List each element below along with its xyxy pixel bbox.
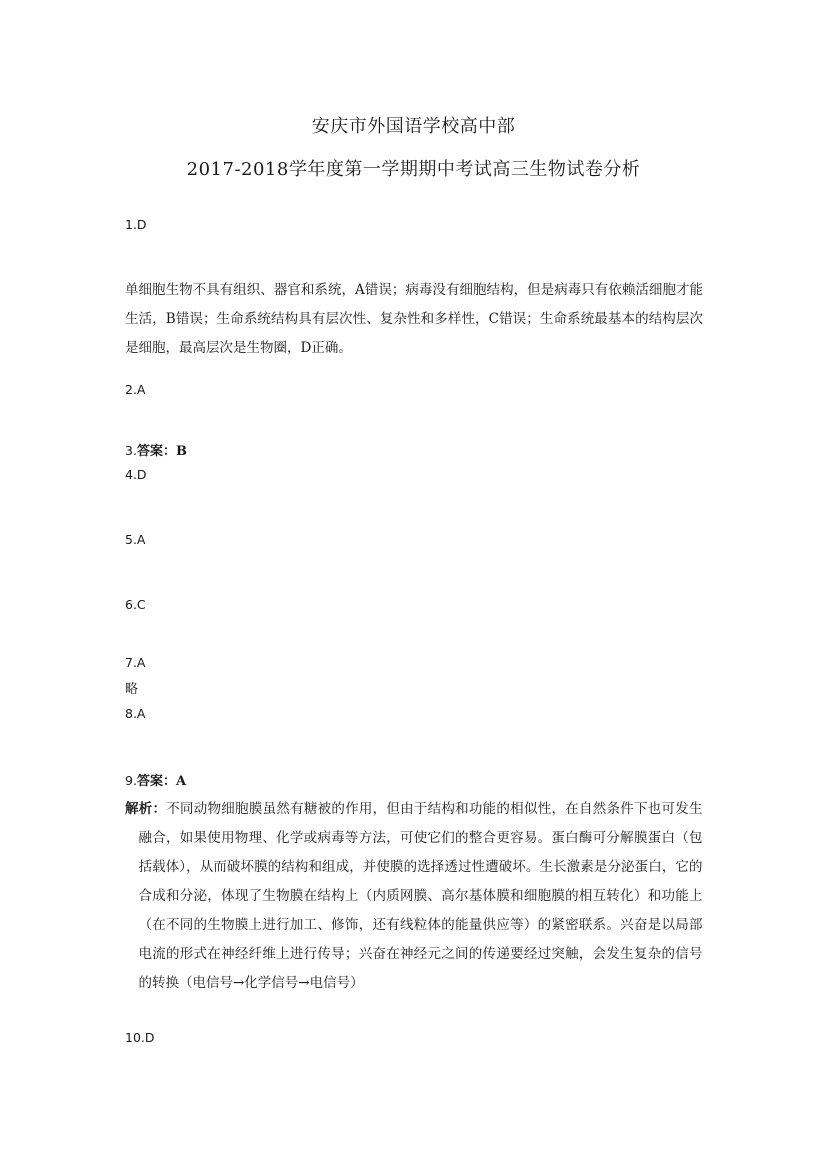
- answer-q5: 5.A: [125, 532, 146, 547]
- note-q7: 略: [125, 682, 139, 697]
- answer-q10: 10.D: [125, 1030, 155, 1045]
- answer-q4: 4.D: [125, 467, 147, 482]
- answer-q3: [125, 440, 187, 459]
- answer-q6: 6.C: [125, 597, 146, 612]
- answer-q9-label: 答案：A: [136, 774, 187, 789]
- analysis-q9: [125, 795, 703, 998]
- analysis-q9-text: 不同动物细胞膜虽然有糖被的作用，但由于结构和功能的相似性，在自然条件下也可发生融合，如果使用物理、化学或病毒等方法，可使它们的整合更容易。蛋白酶可分解膜蛋白（包括载体），从而破坏膜的结构和组成，并使膜的选择透过性遭破坏。生长激素是分泌蛋白，它的合成和分泌，体现了生物膜在结构上（内质网膜、高尔基体膜和细胞膜的相互转化）和功能上（在不同的生物膜上进行加工、修饰，还有线粒体的能量供应等）的紧密联系。兴奋是以局部电流的形式在神经纤维上进行传导；兴奋在神经元之间的传递要经过突触，会发生复杂的信号的转换（电信号→化学信号→电信号）: [138, 801, 703, 991]
- answer-q2: 2.A: [125, 382, 146, 397]
- answer-q9-number: 9.: [125, 773, 137, 788]
- answer-q7: 7.A: [125, 655, 146, 670]
- answer-q9: [125, 770, 186, 789]
- document-title-school: 安庆市外国语学校高中部: [311, 116, 516, 137]
- answer-q3-number: 3.: [125, 443, 137, 458]
- answer-q8: 8.A: [125, 706, 146, 721]
- answer-q3-label: 答案：B: [136, 444, 187, 459]
- answer-q1: 1.D: [125, 217, 147, 232]
- analysis-q9-label: 解析：: [125, 801, 167, 817]
- document-title-exam: 2017-2018学年度第一学期期中考试高三生物试卷分析: [186, 159, 641, 180]
- explanation-q1: 单细胞生物不具有组织、器官和系统，A错误；病毒没有细胞结构，但是病毒只有依赖活细胞才能生活，B错误；生命系统结构具有层次性、复杂性和多样性，C错误；生命系统最基本的结构层次是细胞，最高层次是生物圈，D正确。: [125, 282, 703, 356]
